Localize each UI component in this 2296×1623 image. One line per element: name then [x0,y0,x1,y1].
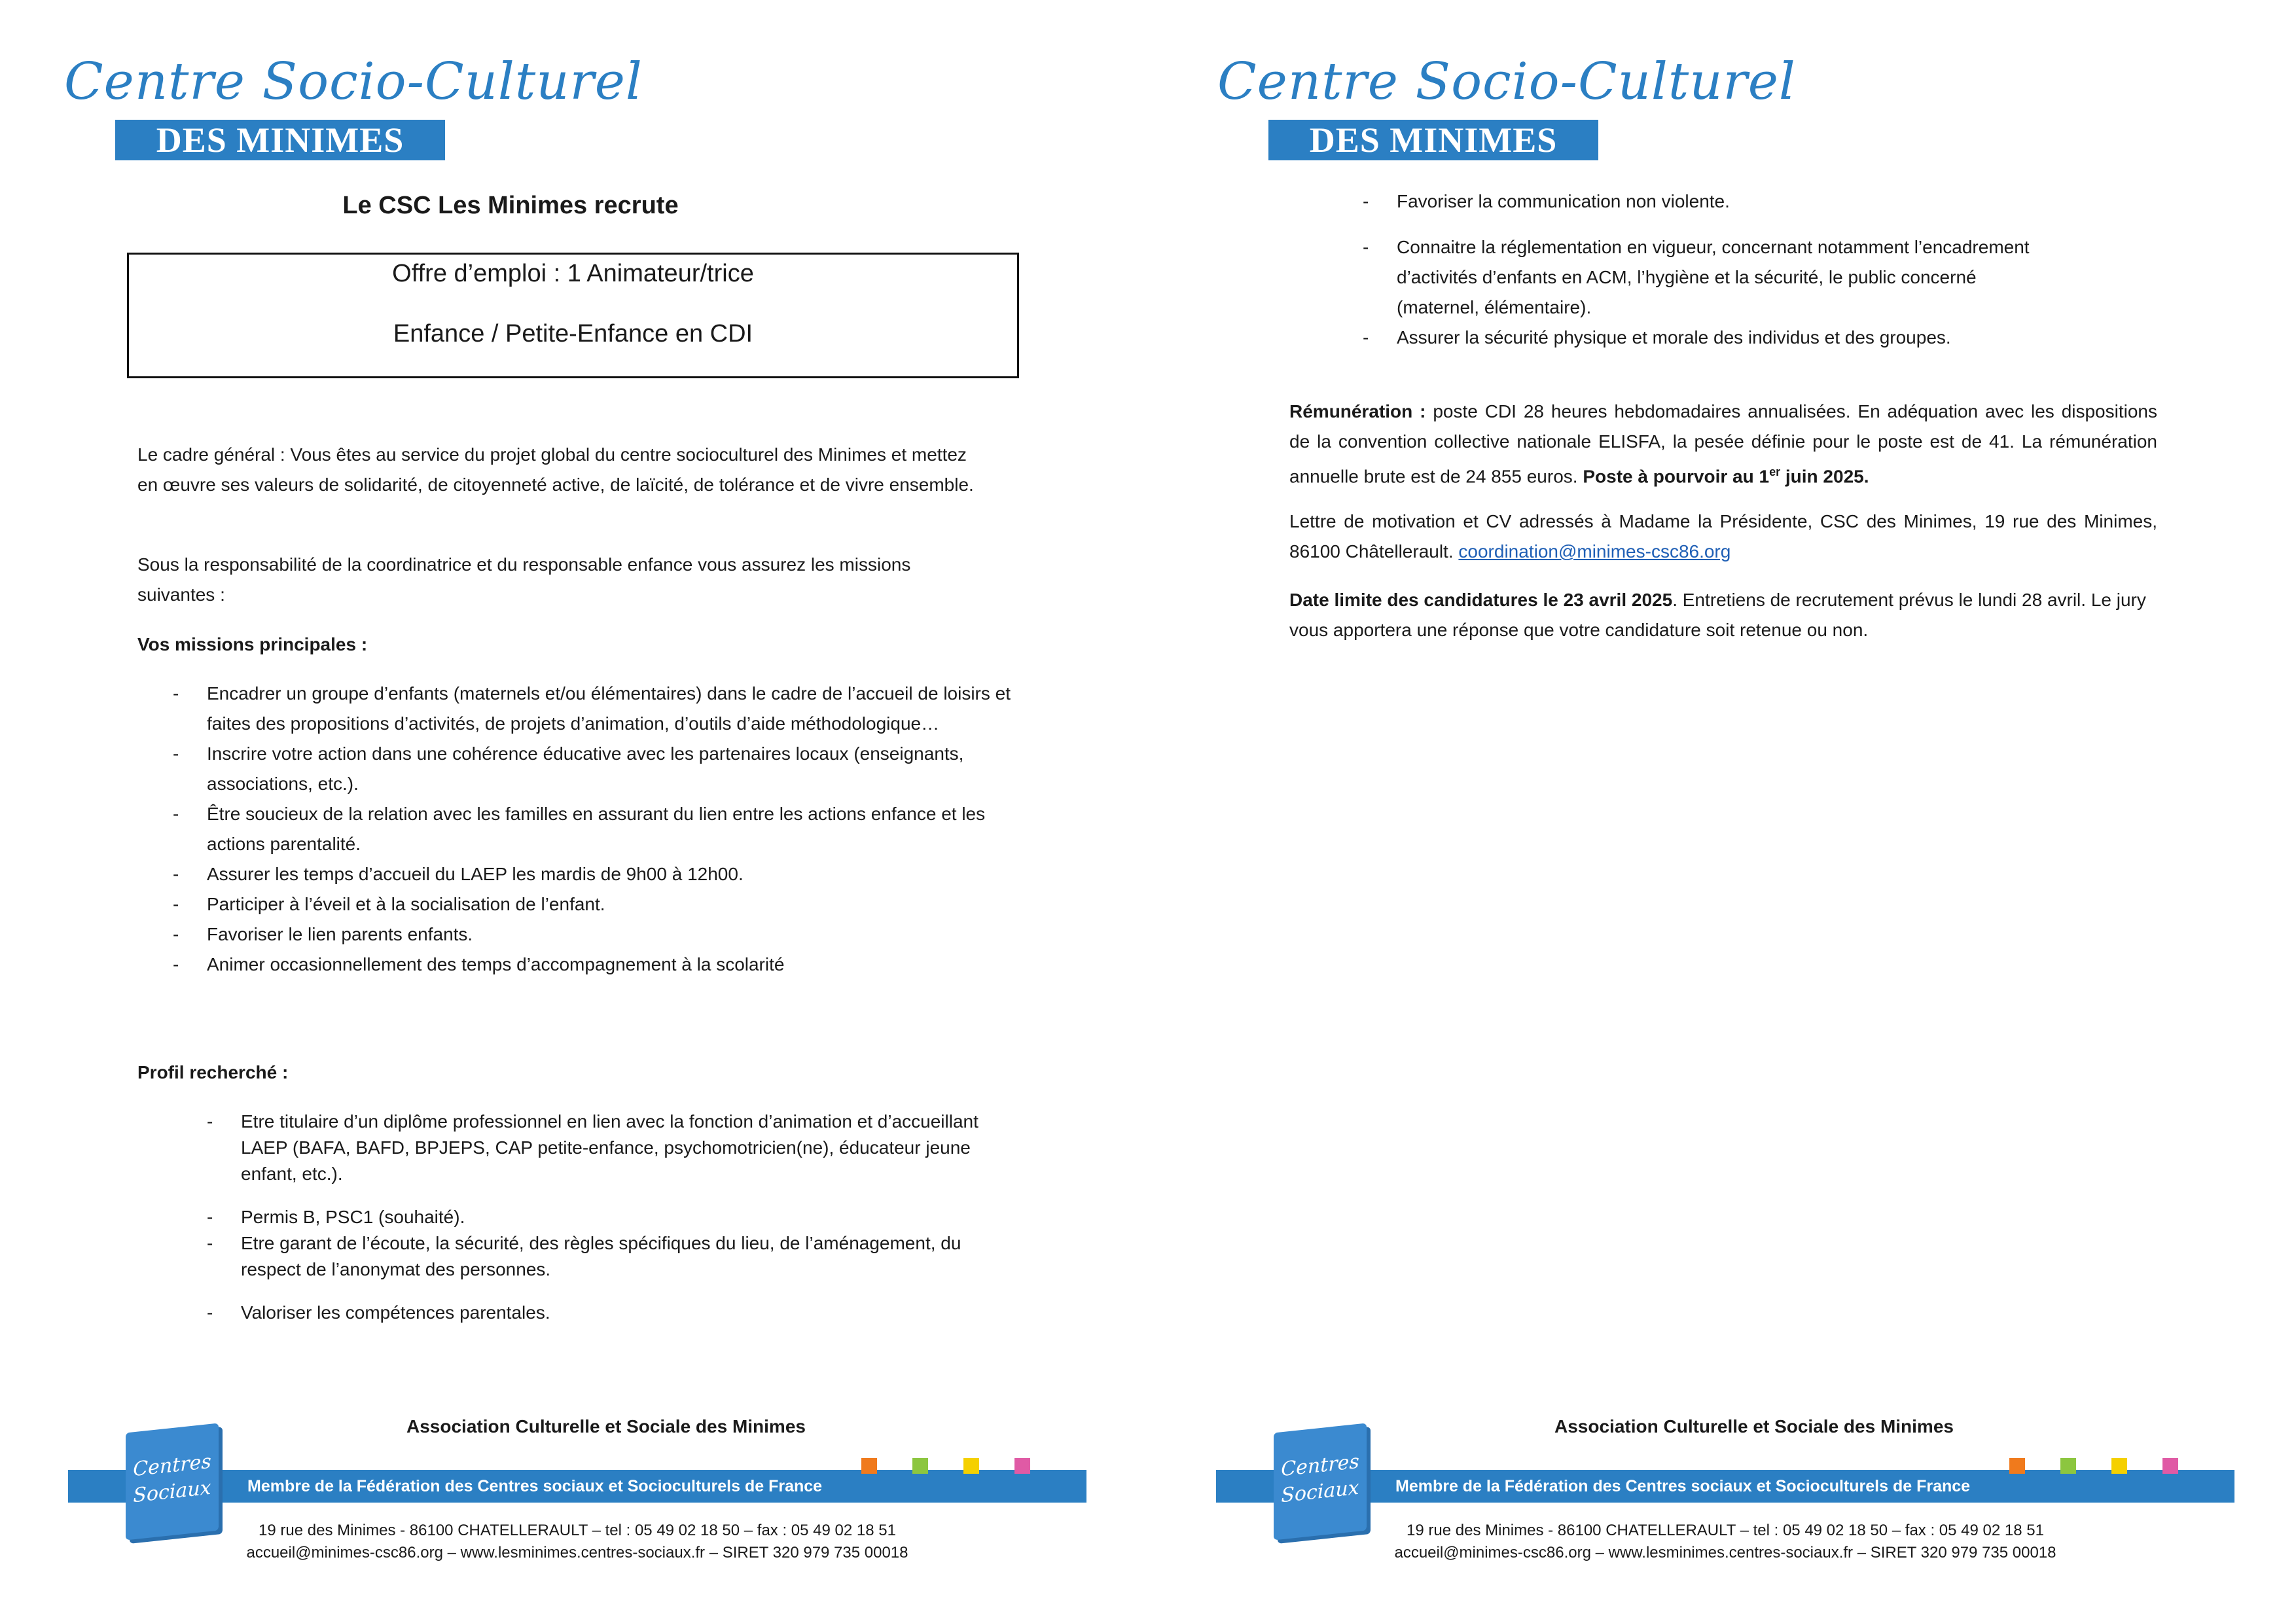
list-item [207,1300,1012,1326]
date-text: . Entretiens de recrutement prévus le lundi 28 avril. Le jury vous apportera une réponse que votre candidature soit retenue ou non. [1289,590,2146,640]
list-item [207,1109,1012,1187]
page-title: Le CSC Les Minimes recrute [342,192,679,219]
poste-bold: Poste à pourvoir au 1 [1583,466,1770,487]
color-square [1014,1458,1030,1474]
dash-mark: - [207,1111,213,1132]
logo-text-1: Centres [1281,1450,1359,1482]
mission-text: Participer à l’éveil et à la socialisation de l’enfant. [207,894,605,914]
centres-sociaux-logo [126,1423,219,1541]
missions-heading: Vos missions principales : [137,634,368,654]
item-text: Favoriser la communication non violente. [1397,191,1730,211]
profil-text: Etre titulaire d’un diplôme professionnel en lien avec la fonction d’animation et d’accueillant LAEP (BAFA, BAFD, BPJEPS, CAP petite-enfance, psychomotricien(ne), éducateur jeune enfant, etc.). [241,1111,978,1184]
mission-text: Favoriser le lien parents enfants. [207,924,473,944]
color-square [2009,1458,2025,1474]
profil-text: Permis B, PSC1 (souhaité). [241,1207,465,1227]
logo-text-2: Sociaux [133,1476,211,1508]
logo-band: DES MINIMES [115,120,445,160]
list-item [1363,187,2051,217]
dash-mark: - [173,894,179,914]
page-2 [1148,0,2296,1623]
poste-sup: er [1769,465,1781,478]
mission-text: Animer occasionnellement des temps d’accompagnement à la scolarité [207,954,785,974]
color-square [963,1458,979,1474]
responsabilite: Sous la responsabilité de la coordinatrice et du responsable enfance vous assurez les missions suivantes : [137,554,911,605]
mission-text: Encadrer un groupe d’enfants (maternels et/ou élémentaires) dans le cadre de l’accueil de loisirs et faites des propositions d’activités, de projets d’animation, d’outils d’aide méthodologique… [207,683,1011,734]
dash-mark: - [173,924,179,944]
offer-box [127,253,1019,378]
continued-list [1363,187,2051,353]
mission-text: Être soucieux de la relation avec les familles en assurant du lien entre les actions enfance et les actions parentalité. [207,804,986,854]
list-item [1363,323,2051,353]
centres-sociaux-logo [1274,1423,1367,1541]
offer-line-2: Enfance / Petite-Enfance en CDI [393,320,753,348]
remuneration-text: poste CDI 28 heures hebdomadaires annualisées. En adéquation avec les dispositions de la convention collective nationale ELISFA, la pesée définie pour le poste est de 41. La rémunération annuelle brute est de 24 855 euros. [1289,401,2157,487]
remuneration [1289,397,2157,491]
item-text: Connaitre la réglementation en vigueur, concernant notamment l’encadrement d’activités d’enfants en ACM, l’hygiène et la sécurité, le public concerné (maternel, élémentaire). [1397,237,2030,317]
dash-mark: - [1363,237,1369,257]
lettre-text: Lettre de motivation et CV adressés à Madame la Présidente, CSC des Minimes, 19 rue des Minimes, 86100 Châtellerault. [1289,511,2157,562]
logo-script: Centre Socio-Culturel [1217,52,1796,111]
address-line-2: accueil@minimes-csc86.org – www.lesminimes.centres-sociaux.fr – SIRET 320 979 735 00018 [246,1544,908,1561]
profil-heading: Profil recherché : [137,1062,289,1082]
mission-text: Assurer les temps d’accueil du LAEP les mardis de 9h00 à 12h00. [207,864,744,884]
list-item [207,1204,1012,1230]
color-square [2060,1458,2076,1474]
missions-list [173,679,1012,980]
profil-text: Valoriser les compétences parentales. [241,1302,550,1323]
logo-script: Centre Socio-Culturel [64,52,643,111]
dash-mark: - [207,1207,213,1227]
profil-text: Etre garant de l’écoute, la sécurité, des règles spécifiques du lieu, de l’aménagement, du respect de l’anonymat des personnes. [241,1233,961,1279]
offer-line-1: Offre d’emploi : 1 Animateur/trice [392,260,754,287]
color-square [2111,1458,2127,1474]
color-square [2162,1458,2178,1474]
color-square [861,1458,877,1474]
remuneration-label: Rémunération : [1289,401,1426,421]
address-line-1: 19 rue des Minimes - 86100 CHATELLERAULT – tel : 05 49 02 18 50 – fax : 05 49 02 18 51 [1407,1522,2044,1539]
footer-member: Membre de la Fédération des Centres sociaux et Socioculturels de France [247,1477,823,1495]
footer-association: Association Culturelle et Sociale des Minimes [406,1416,806,1436]
lettre [1289,507,2157,567]
dash-mark: - [1363,327,1369,348]
date-bold: Date limite des candidatures le 23 avril 2025 [1289,590,1673,610]
dash-mark: - [173,743,179,764]
list-item [173,859,1012,889]
footer-address [1365,1520,2085,1564]
email-link[interactable]: coordination@minimes-csc86.org [1458,541,1731,562]
dash-mark: - [207,1302,213,1323]
poste-end: juin 2025. [1780,466,1869,487]
list-item [173,950,1012,980]
list-item [173,919,1012,950]
dash-mark: - [173,864,179,884]
logo-text-2: Sociaux [1281,1476,1359,1508]
list-item [1363,232,2051,323]
address-line-2: accueil@minimes-csc86.org – www.lesminimes.centres-sociaux.fr – SIRET 320 979 735 00018 [1394,1544,2056,1561]
logo-band: DES MINIMES [1268,120,1598,160]
dash-mark: - [1363,191,1369,211]
item-text: Assurer la sécurité physique et morale des individus et des groupes. [1397,327,1951,348]
profil-list [207,1109,1012,1326]
dash-mark: - [207,1233,213,1253]
dash-mark: - [173,804,179,824]
mission-text: Inscrire votre action dans une cohérence éducative avec les partenaires locaux (enseignants, associations, etc.). [207,743,964,794]
list-item [173,739,1012,799]
cadre-general: Le cadre général : Vous êtes au service du projet global du centre socioculturel des Minimes et mettez en œuvre ses valeurs de solidarité, de citoyenneté active, de laïcité, de tolérance et de vivre ensemble. [137,444,974,495]
color-square [912,1458,928,1474]
dash-mark: - [173,683,179,704]
list-item [173,799,1012,859]
footer-association: Association Culturelle et Sociale des Minimes [1554,1416,1954,1436]
logo-text-1: Centres [133,1450,211,1482]
footer-member: Membre de la Fédération des Centres sociaux et Socioculturels de France [1395,1477,1971,1495]
address-line-1: 19 rue des Minimes - 86100 CHATELLERAULT – tel : 05 49 02 18 50 – fax : 05 49 02 18 51 [259,1522,896,1539]
list-item [207,1230,1012,1283]
list-item [173,679,1012,739]
footer-address [217,1520,937,1564]
dash-mark: - [173,954,179,974]
list-item [173,889,1012,919]
date-limite [1289,585,2157,645]
